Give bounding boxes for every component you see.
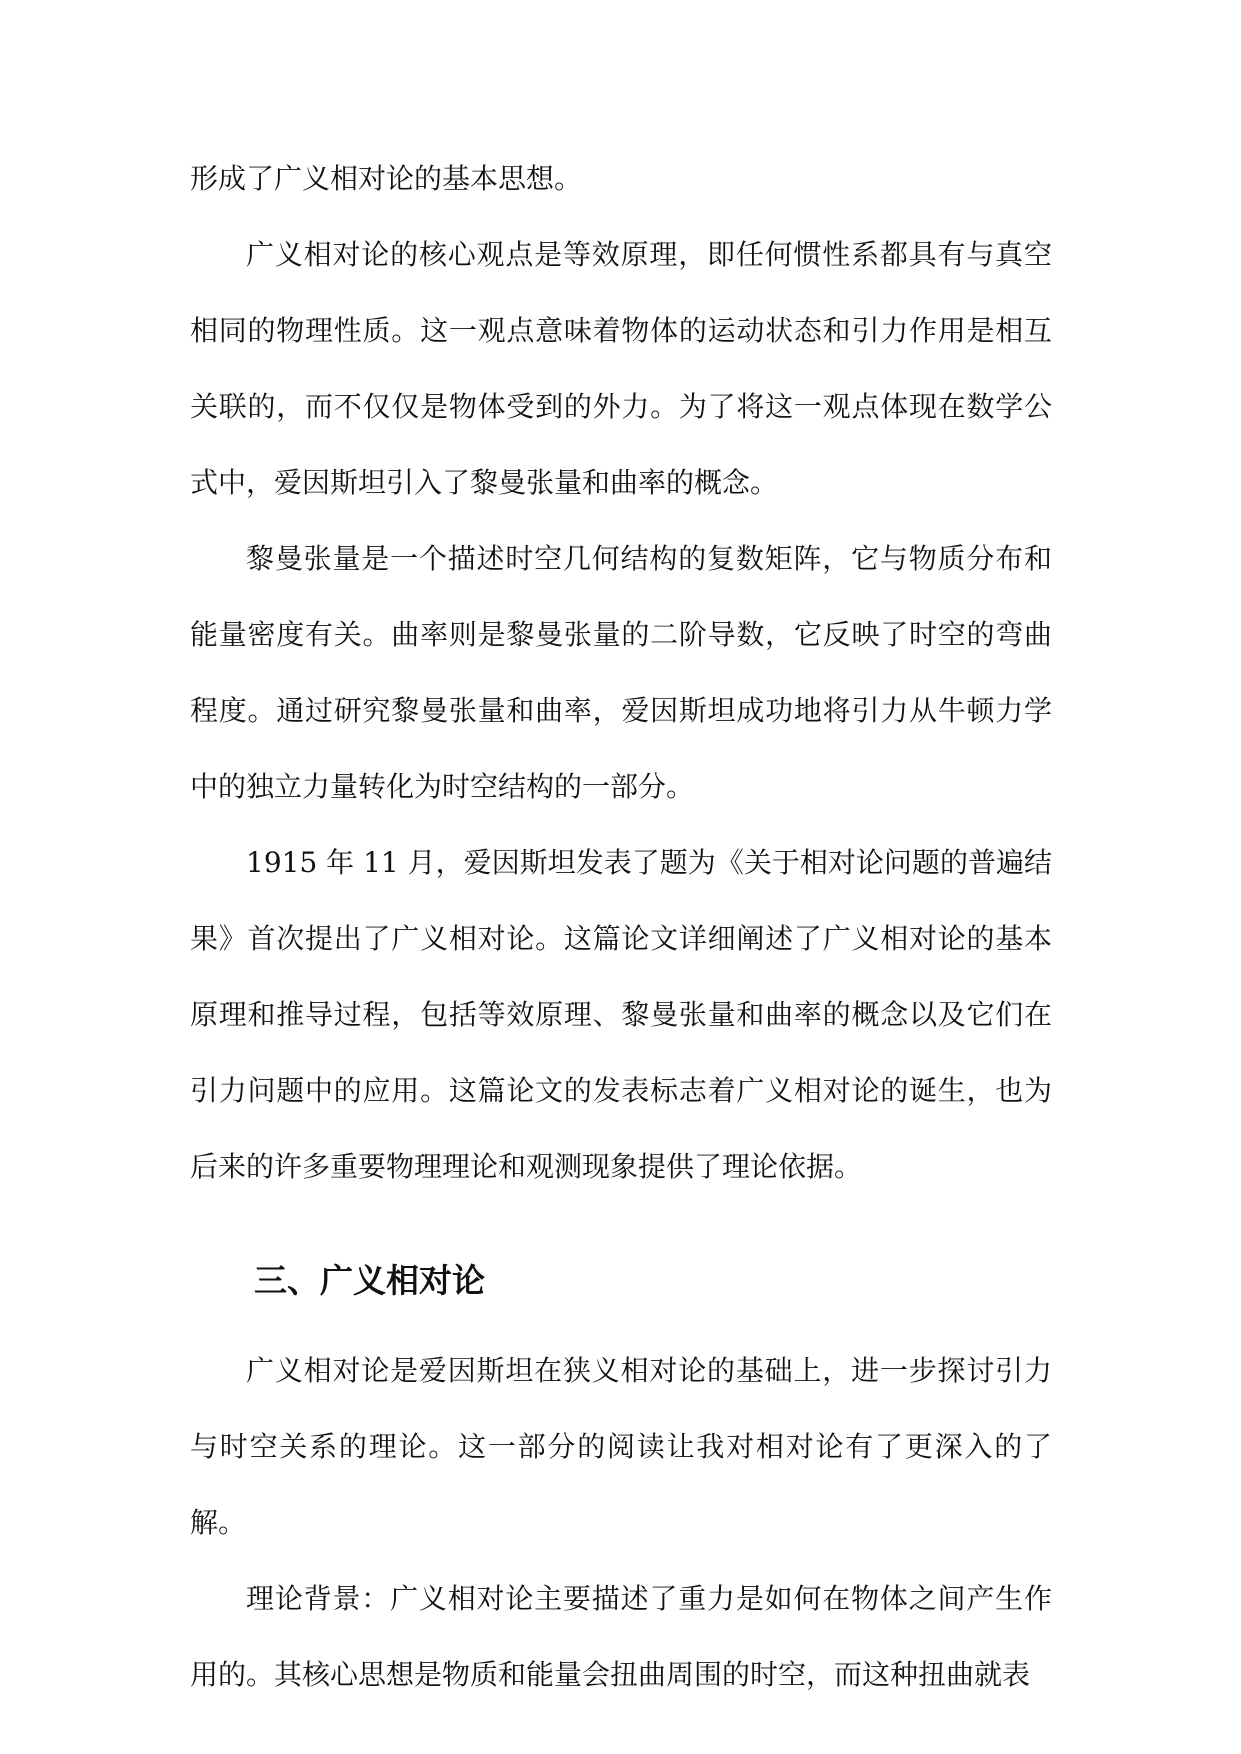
section-spacer xyxy=(190,1205,1052,1225)
document-body xyxy=(190,141,1052,1713)
paragraph-riemann-tensor: 黎曼张量是一个描述时空几何结构的复数矩阵，它与物质分布和能量密度有关。曲率则是黎曼张量的二阶导数，它反映了时空的弯曲程度。通过研究黎曼张量和曲率，爱因斯坦成功地将引力从牛顿力学中的独立力量转化为时空结构的一部分。 xyxy=(190,542,1052,803)
paragraph-general-relativity-intro: 广义相对论是爱因斯坦在狭义相对论的基础上，进一步探讨引力与时空关系的理论。这一部分的阅读让我对相对论有了更深入的了解。 xyxy=(190,1354,1052,1539)
paragraph-continuation: 形成了广义相对论的基本思想。 xyxy=(190,162,583,195)
paragraph-theory-background: 理论背景：广义相对论主要描述了重力是如何在物体之间产生作用的。其核心思想是物质和能量会扭曲周围的时空，而这种扭曲就表 xyxy=(190,1582,1052,1691)
paragraph-equivalence-principle: 广义相对论的核心观点是等效原理，即任何惯性系都具有与真空相同的物理性质。这一观点意味着物体的运动状态和引力作用是相互关联的，而不仅仅是物体受到的外力。为了将这一观点体现在数学公式中，爱因斯坦引入了黎曼张量和曲率的概念。 xyxy=(190,238,1052,499)
paragraph-1915-publication: 1915 年 11 月，爱因斯坦发表了题为《关于相对论问题的普遍结果》首次提出了广义相对论。这篇论文详细阐述了广义相对论的基本原理和推导过程，包括等效原理、黎曼张量和曲率的概念以及它们在引力问题中的应用。这篇论文的发表标志着广义相对论的诞生，也为后来的许多重要物理理论和观测现象提供了理论依据。 xyxy=(190,846,1052,1183)
section-heading: 三、广义相对论 xyxy=(254,1261,485,1300)
